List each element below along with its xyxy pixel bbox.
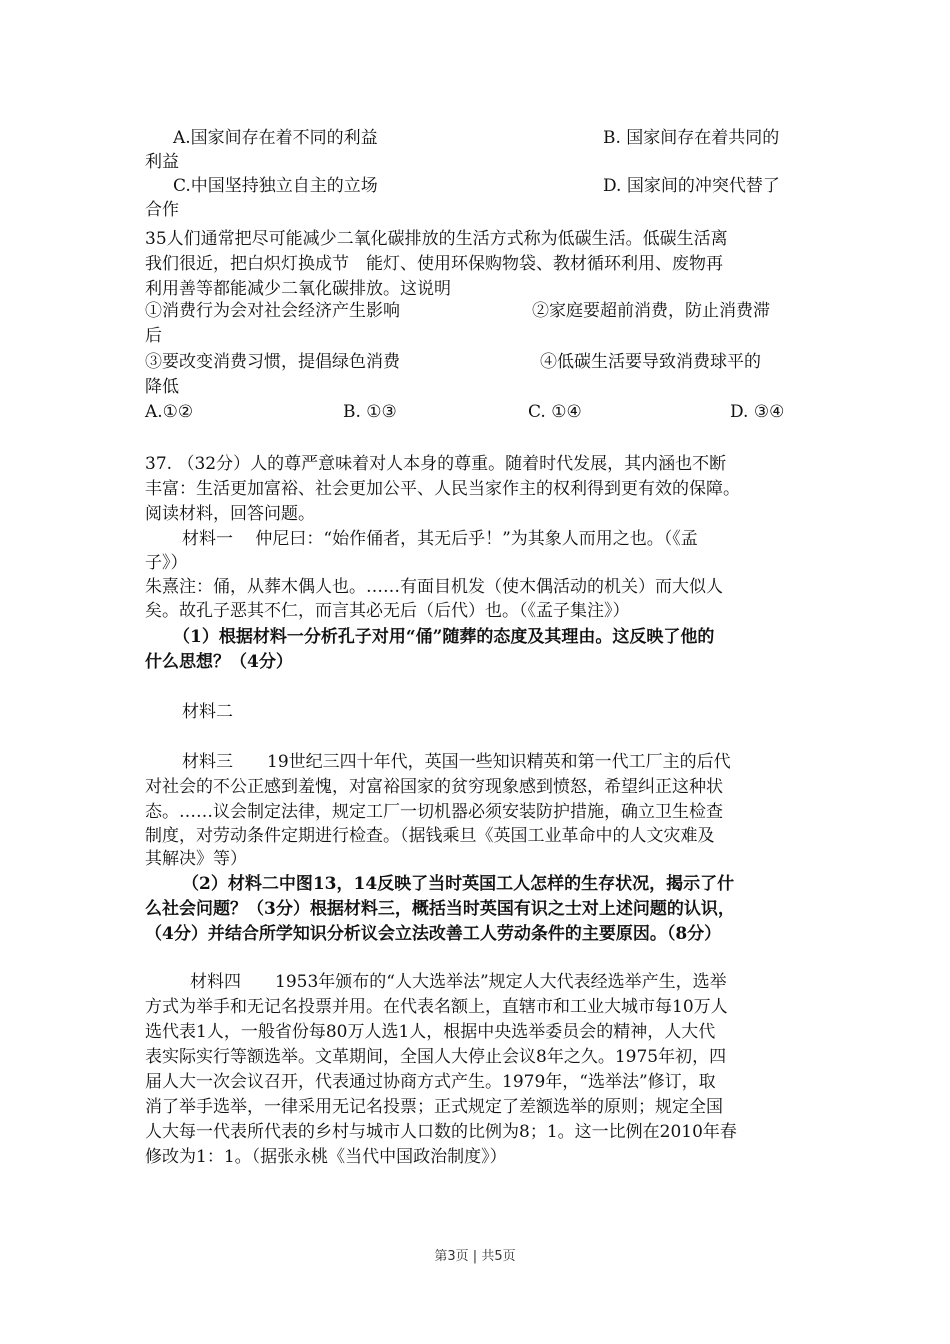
q35-stem-line: 35人们通常把尽可能减少二氧化碳排放的生活方式称为低碳生活。低碳生活离 xyxy=(145,229,728,249)
material-4-line: 修改为1：1。（据张永桃《当代中国政治制度》） xyxy=(145,1147,507,1167)
q34-option-b: B. 国家间存在着共同的 xyxy=(603,128,780,148)
material-2-label: 材料二 xyxy=(182,702,233,722)
q35-item-2-cont: 后 xyxy=(145,326,162,346)
material-1-line: 矣。故孔子恶其不仁，而言其必无后（后代）也。（《孟子集注》） xyxy=(145,601,630,621)
q35-stem-line: 我们很近，把白炽灯换成节 能灯、使用环保购物袋、教材循环利用、废物再 xyxy=(145,254,723,274)
q35-option-b: B. ①③ xyxy=(343,402,397,422)
material-3-line: 材料三 19世纪三四十年代，英国一些知识精英和第一代工厂主的后代 xyxy=(182,752,731,772)
q35-item-2: ②家庭要超前消费，防止消费滞 xyxy=(532,301,770,321)
material-3-line: 态。……议会制定法律，规定工厂一切机器必须安装防护措施，确立卫生检查 xyxy=(145,802,723,822)
q34-option-d-cont: 合作 xyxy=(145,200,179,220)
sub-question-2-cont: （4分）并结合所学知识分析议会立法改善工人劳动条件的主要原因。（8分） xyxy=(145,924,722,944)
q35-item-3: ③要改变消费习惯，提倡绿色消费 xyxy=(145,352,400,372)
material-1-line: 朱熹注：俑，从葬木偶人也。……有面目机发（使木偶活动的机关）而大似人 xyxy=(145,577,723,597)
q35-stem-line: 利用善等都能减少二氧化碳排放。这说明 xyxy=(145,279,451,299)
material-1-line: 材料一 仲尼曰：“始作俑者，其无后乎！”为其象人而用之也。（《孟 xyxy=(182,529,698,549)
material-4-line: 选代表1人，一般省份每80万人选1人，根据中央选举委员会的精神，人大代 xyxy=(145,1022,716,1042)
q35-option-d: D. ③④ xyxy=(730,402,785,422)
sub-question-2-cont: 么社会问题？（3分）根据材料三，概括当时英国有识之士对上述问题的认识， xyxy=(145,899,735,919)
q37-intro-line: 37. （32分）人的尊严意味着对人本身的尊重。随着时代发展，其内涵也不断 xyxy=(145,454,727,474)
material-4-line: 材料四 1953年颁布的“人大选举法”规定人大代表经选举产生，选举 xyxy=(190,972,727,992)
material-3-line: 其解决》等） xyxy=(145,849,247,869)
material-3-line: 制度，对劳动条件定期进行检查。（据钱乘旦《英国工业革命中的人文灾难及 xyxy=(145,826,715,846)
sub-question-1-cont: 什么思想？（4分） xyxy=(145,652,293,672)
material-4-line: 方式为举手和无记名投票并用。在代表名额上，直辖市和工业大城市每10万人 xyxy=(145,997,728,1017)
q35-item-4: ④低碳生活要导致消费球平的 xyxy=(540,352,761,372)
q35-option-c: C. ①④ xyxy=(528,402,582,422)
q34-option-c: C.中国坚持独立自主的立场 xyxy=(173,176,378,196)
q34-option-a: A.国家间存在着不同的利益 xyxy=(173,128,378,148)
sub-question-1: （1）根据材料一分析孔子对用“俑”随葬的态度及其理由。这反映了他的 xyxy=(173,627,715,647)
material-3-line: 对社会的不公正感到羞愧，对富裕国家的贫穷现象感到愤怒，希望纠正这种状 xyxy=(145,777,723,797)
q34-option-b-cont: 利益 xyxy=(145,152,179,172)
material-4-line: 届人大一次会议召开，代表通过协商方式产生。1979年，“选举法”修订，取 xyxy=(145,1072,716,1092)
q35-item-1: ①消费行为会对社会经济产生影响 xyxy=(145,301,400,321)
material-4-line: 消了举手选举，一律采用无记名投票；正式规定了差额选举的原则；规定全国 xyxy=(145,1097,723,1117)
q35-option-a: A.①② xyxy=(145,402,194,422)
material-4-line: 人大每一代表所代表的乡村与城市人口数的比例为8；1。这一比例在2010年春 xyxy=(145,1122,737,1142)
q37-intro-line: 阅读材料，回答问题。 xyxy=(145,504,315,524)
q35-item-4-cont: 降低 xyxy=(145,377,179,397)
page-footer: 第3页 | 共5页 xyxy=(434,1249,516,1264)
sub-question-2: （2）材料二中图13，14反映了当时英国工人怎样的生存状况，揭示了什 xyxy=(182,874,735,894)
material-4-line: 表实际实行等额选举。文革期间，全国人大停止会议8年之久。1975年初，四 xyxy=(145,1047,727,1067)
q37-intro-line: 丰富：生活更加富裕、社会更加公平、人民当家作主的权利得到更有效的保障。 xyxy=(145,479,740,499)
material-1-line: 子》） xyxy=(145,553,188,573)
q34-option-d: D. 国家间的冲突代替了 xyxy=(603,176,780,196)
